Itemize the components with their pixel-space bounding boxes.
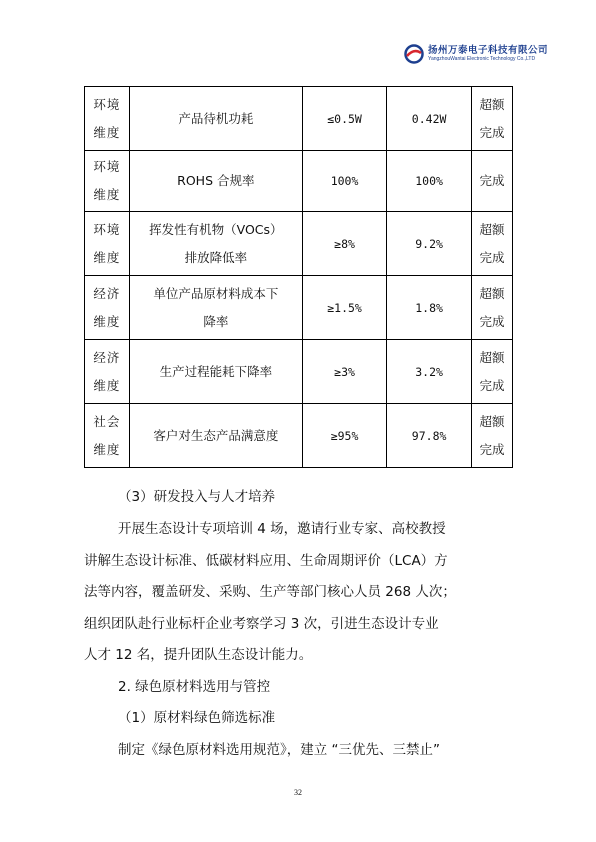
paragraph-line: 讲解生态设计标准、低碳材料应用、生命周期评价（LCA）方: [84, 553, 448, 569]
company-logo: [404, 44, 548, 64]
actual-cell: 1.8%: [387, 276, 472, 340]
metrics-table: [84, 86, 513, 468]
page-number: 32: [294, 788, 302, 797]
category-cell: 环境 维度: [85, 212, 130, 276]
table-row: [85, 340, 513, 404]
status-cell: 超额 完成: [471, 276, 512, 340]
paragraph-line: 组织团队赴行业标杆企业考察学习 3 次，引进生态设计专业: [84, 616, 439, 632]
table-row: [85, 276, 513, 340]
actual-cell: 9.2%: [387, 212, 472, 276]
company-name-cn: 扬州万泰电子科技有限公司: [427, 44, 548, 56]
paragraph-line: 制定《绿色原材料选用规范》，建立 “三优先、三禁止”: [118, 742, 441, 758]
status-cell: 完成: [471, 151, 512, 212]
item-cell: ROHS 合规率: [129, 151, 302, 212]
company-logo-icon: [404, 44, 424, 64]
status-cell: 超额 完成: [471, 340, 512, 404]
target-cell: ≥8%: [302, 212, 387, 276]
item-cell: 产品待机功耗: [129, 87, 302, 151]
category-cell: 环境 维度: [85, 151, 130, 212]
category-cell: 经济 维度: [85, 276, 130, 340]
item-cell: 单位产品原材料成本下 降率: [129, 276, 302, 340]
table-row: [85, 87, 513, 151]
target-cell: ≥95%: [302, 404, 387, 468]
target-cell: ≥3%: [302, 340, 387, 404]
table-row: [85, 404, 513, 468]
paragraph-line: 人才 12 名，提升团队生态设计能力。: [84, 647, 313, 663]
company-name-en: YangzhouWantai Electronic Technology Co.,LTD: [427, 56, 536, 63]
subsection-heading: （1）原材料绿色筛选标准: [118, 710, 276, 726]
target-cell: 100%: [302, 151, 387, 212]
target-cell: ≥1.5%: [302, 276, 387, 340]
subsection-heading: （3）研发投入与人才培养: [118, 489, 276, 505]
category-cell: 社会 维度: [85, 404, 130, 468]
item-cell: 客户对生态产品满意度: [129, 404, 302, 468]
item-cell: 挥发性有机物（VOCs） 排放降低率: [129, 212, 302, 276]
category-cell: 环境 维度: [85, 87, 130, 151]
status-cell: 超额 完成: [471, 404, 512, 468]
table-row: [85, 151, 513, 212]
item-cell: 生产过程能耗下降率: [129, 340, 302, 404]
section-heading: 2. 绿色原材料选用与管控: [118, 679, 271, 695]
category-cell: 经济 维度: [85, 340, 130, 404]
paragraph-line: 法等内容，覆盖研发、采购、生产等部门核心人员 268 人次；: [84, 584, 456, 600]
actual-cell: 3.2%: [387, 340, 472, 404]
actual-cell: 97.8%: [387, 404, 472, 468]
status-cell: 超额 完成: [471, 212, 512, 276]
actual-cell: 0.42W: [387, 87, 472, 151]
table-row: [85, 212, 513, 276]
status-cell: 超额 完成: [471, 87, 512, 151]
paragraph-line: 开展生态设计专项培训 4 场，邀请行业专家、高校教授: [118, 521, 446, 537]
target-cell: ≤0.5W: [302, 87, 387, 151]
actual-cell: 100%: [387, 151, 472, 212]
